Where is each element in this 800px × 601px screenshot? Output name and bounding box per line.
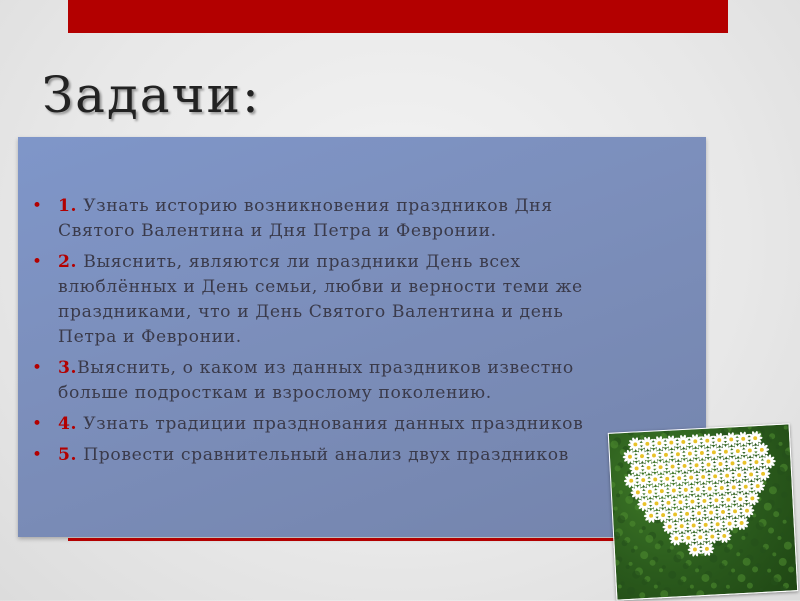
bullet-icon: • xyxy=(32,358,43,378)
bullet-icon: • xyxy=(32,252,43,272)
daisy-heart-photo xyxy=(608,423,799,600)
task-number: 3. xyxy=(58,358,78,378)
bottom-accent-line xyxy=(68,538,628,541)
task-number: 2. xyxy=(58,252,78,272)
bullet-icon: • xyxy=(32,414,43,434)
tasks-panel xyxy=(18,137,706,537)
task-number: 1. xyxy=(58,196,78,216)
task-text: Выяснить, о каком из данных праздников известно больше подросткам и взрослому поколению. xyxy=(58,358,574,403)
task-item-3 xyxy=(32,356,692,406)
top-accent-bar xyxy=(68,0,728,33)
bullet-icon: • xyxy=(32,196,43,216)
task-text: Узнать историю возникновения праздников Дня Святого Валентина и Дня Петра и Февронии. xyxy=(58,196,553,241)
task-item-1 xyxy=(32,194,692,244)
task-number: 4. xyxy=(58,414,78,434)
task-item-5 xyxy=(32,443,692,468)
task-item-4 xyxy=(32,412,692,437)
bullet-icon: • xyxy=(32,445,43,465)
slide-title: Задачи: xyxy=(42,66,261,124)
task-item-2 xyxy=(32,250,692,350)
task-text: Провести сравнительный анализ двух праздников xyxy=(77,445,569,465)
task-text: Узнать традиции празднования данных праздников xyxy=(77,414,584,434)
daisy-heart-icon xyxy=(609,424,797,599)
task-number: 5. xyxy=(58,445,78,465)
task-text: Выяснить, являются ли праздники День всех влюблённых и День семьи, любви и верности теми же праздниками, что и День Святого Валентина и день Петра и Февронии. xyxy=(58,252,583,347)
tasks-list xyxy=(32,194,692,474)
